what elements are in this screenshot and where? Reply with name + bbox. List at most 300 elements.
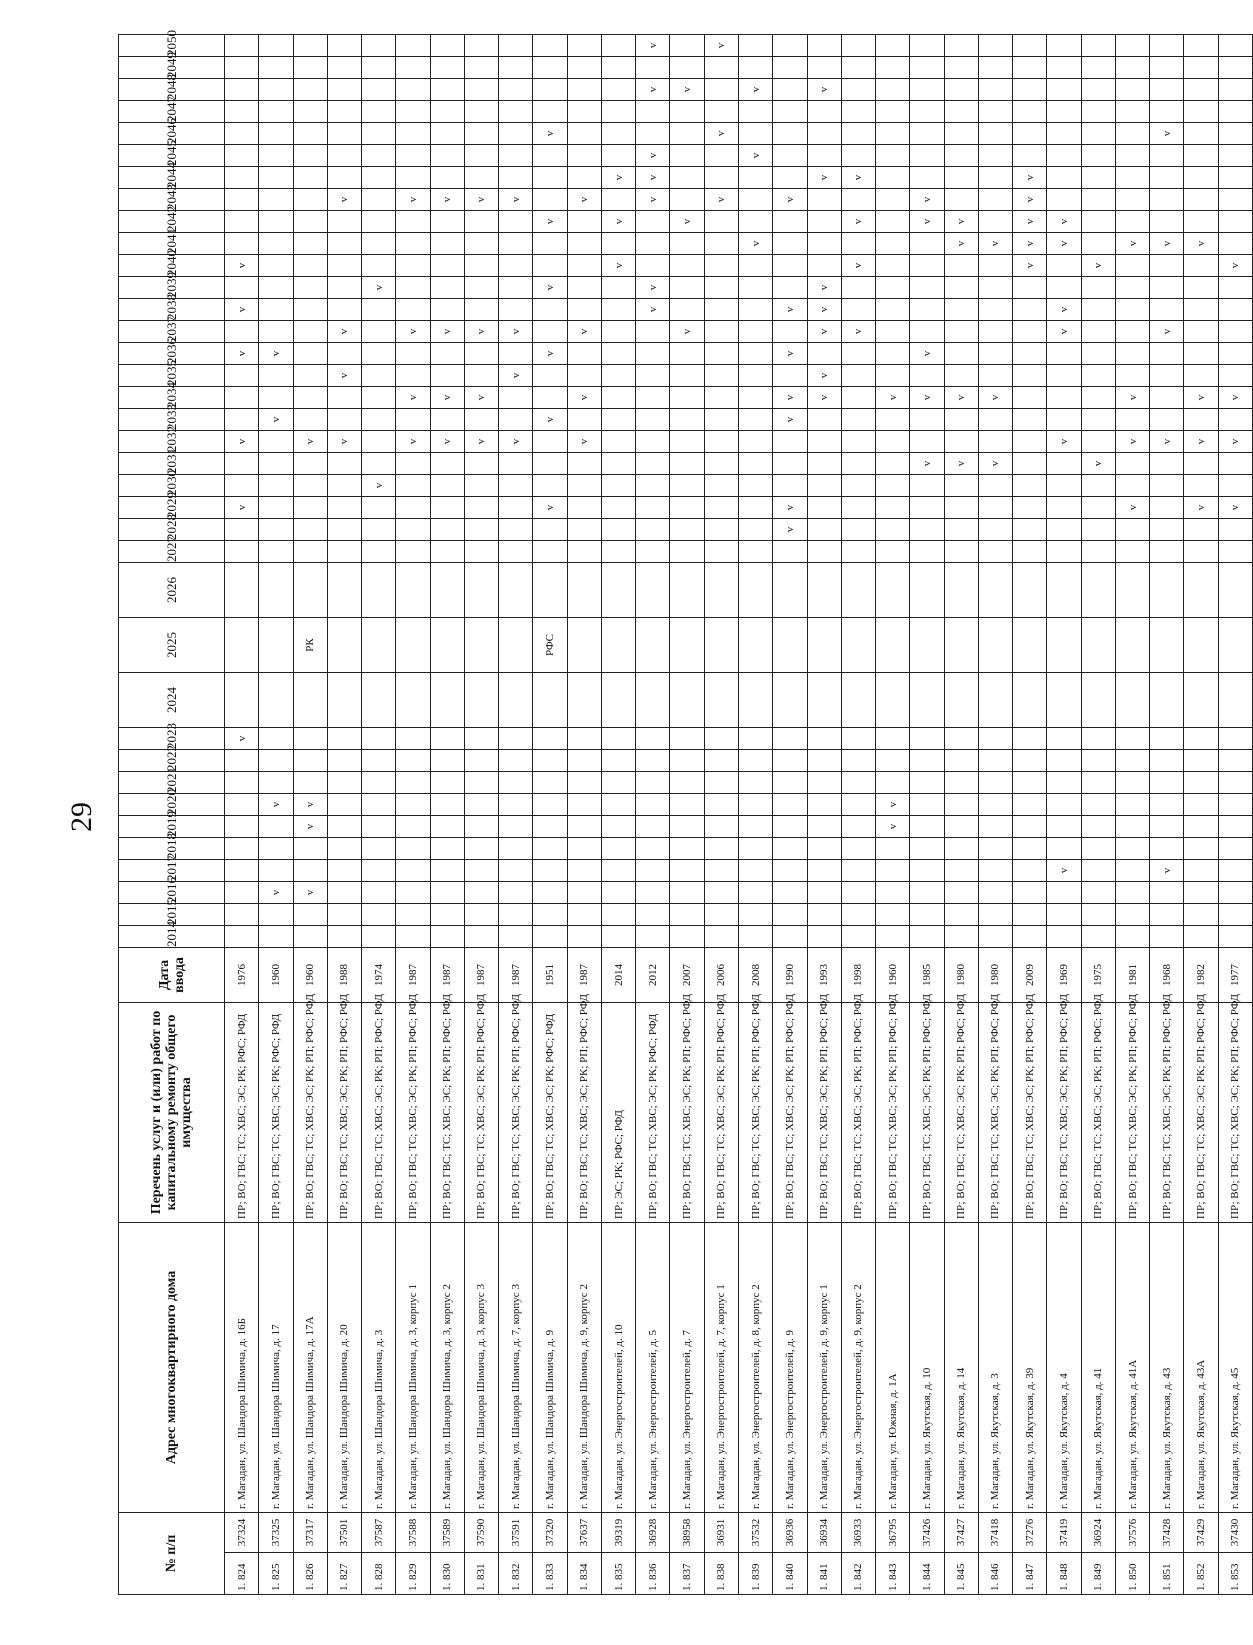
year-mark <box>910 409 944 431</box>
year-mark <box>1218 618 1252 673</box>
year-mark <box>910 365 944 387</box>
year-mark <box>876 35 910 57</box>
year-mark <box>1115 541 1149 563</box>
year-mark <box>636 321 670 343</box>
year-mark <box>1081 321 1115 343</box>
year-mark <box>601 277 635 299</box>
year-mark <box>1150 541 1184 563</box>
year-mark <box>1184 79 1218 101</box>
row-number: 1. 837 <box>670 1553 704 1595</box>
year-mark <box>636 673 670 728</box>
year-mark <box>396 904 430 926</box>
year-mark <box>293 497 327 519</box>
year-mark <box>1150 365 1184 387</box>
services-list: ПР; ВО; ГВС; ТС; ХВС; ЭС; РК; РП; РФС; РФД <box>396 1003 430 1223</box>
year-mark <box>1218 321 1252 343</box>
year-mark <box>499 497 533 519</box>
year-mark <box>944 772 978 794</box>
year-mark <box>738 35 772 57</box>
year-mark <box>601 860 635 882</box>
year-mark <box>1081 816 1115 838</box>
year-mark <box>259 519 293 541</box>
year-mark <box>464 519 498 541</box>
commission-date: 1960 <box>293 948 327 1003</box>
year-mark <box>807 233 841 255</box>
year-mark <box>293 79 327 101</box>
year-mark: v <box>876 387 910 409</box>
year-mark <box>876 211 910 233</box>
year-mark <box>1047 145 1081 167</box>
year-mark <box>1013 79 1047 101</box>
services-list: ПР; ВО; ГВС; ТС; ХВС; ЭС; РК; РП; РФС; РФД <box>807 1003 841 1223</box>
year-mark <box>327 343 361 365</box>
year-mark <box>464 277 498 299</box>
year-mark <box>464 816 498 838</box>
year-mark <box>636 860 670 882</box>
year-mark <box>1115 343 1149 365</box>
year-mark <box>978 838 1012 860</box>
year-mark: v <box>636 79 670 101</box>
year-mark <box>1013 728 1047 750</box>
year-mark <box>636 343 670 365</box>
year-mark: v <box>704 123 738 145</box>
year-mark: v <box>841 167 875 189</box>
year-mark: v <box>807 167 841 189</box>
year-mark <box>978 79 1012 101</box>
year-mark <box>876 904 910 926</box>
row-number: 1. 851 <box>1150 1553 1184 1595</box>
house-address: г. Магадан, ул. Шандора Шимича, д. 3, корпус 1 <box>396 1223 430 1513</box>
year-mark <box>327 299 361 321</box>
year-mark: v <box>430 387 464 409</box>
row-number: 1. 824 <box>225 1553 259 1595</box>
year-mark <box>910 57 944 79</box>
year-mark <box>1047 541 1081 563</box>
year-mark <box>1218 167 1252 189</box>
table-row <box>567 35 601 1595</box>
year-mark <box>464 618 498 673</box>
year-mark <box>567 277 601 299</box>
table-row <box>704 35 738 1595</box>
year-mark <box>807 211 841 233</box>
table-row <box>670 35 704 1595</box>
year-mark <box>327 35 361 57</box>
row-number: 1. 852 <box>1184 1553 1218 1595</box>
year-mark <box>293 233 327 255</box>
year-mark <box>807 794 841 816</box>
year-mark <box>1184 255 1218 277</box>
year-mark <box>533 453 567 475</box>
table-row <box>259 35 293 1595</box>
year-mark <box>259 233 293 255</box>
year-mark <box>499 838 533 860</box>
year-mark <box>533 167 567 189</box>
year-mark <box>636 211 670 233</box>
year-mark <box>978 794 1012 816</box>
year-mark <box>533 772 567 794</box>
year-mark <box>1150 673 1184 728</box>
year-mark <box>1218 838 1252 860</box>
row-number: 1. 833 <box>533 1553 567 1595</box>
year-mark <box>259 57 293 79</box>
year-mark <box>499 882 533 904</box>
year-mark <box>533 57 567 79</box>
year-mark <box>327 387 361 409</box>
year-mark <box>1115 475 1149 497</box>
year-mark <box>1115 882 1149 904</box>
year-mark <box>704 167 738 189</box>
year-mark <box>327 904 361 926</box>
year-mark <box>910 519 944 541</box>
year-mark <box>978 277 1012 299</box>
year-mark <box>1115 904 1149 926</box>
year-mark <box>601 365 635 387</box>
year-mark <box>978 167 1012 189</box>
year-mark <box>533 35 567 57</box>
year-mark <box>293 728 327 750</box>
year-mark <box>362 728 396 750</box>
year-mark: v <box>464 387 498 409</box>
year-mark <box>944 57 978 79</box>
year-mark <box>1218 35 1252 57</box>
year-mark <box>1081 838 1115 860</box>
year-mark <box>293 541 327 563</box>
house-id: 37418 <box>978 1513 1012 1553</box>
table-body <box>225 35 1253 1595</box>
year-mark <box>1013 860 1047 882</box>
year-mark <box>567 926 601 948</box>
year-mark <box>601 750 635 772</box>
year-mark <box>362 838 396 860</box>
year-mark <box>1150 255 1184 277</box>
year-mark <box>327 123 361 145</box>
year-mark: v <box>704 189 738 211</box>
year-mark <box>1013 904 1047 926</box>
year-mark <box>1218 519 1252 541</box>
header-year: 2026 <box>119 563 225 618</box>
year-mark <box>225 365 259 387</box>
year-mark <box>362 343 396 365</box>
year-mark <box>430 772 464 794</box>
year-mark <box>396 618 430 673</box>
year-mark: v <box>1081 453 1115 475</box>
year-mark <box>1218 189 1252 211</box>
year-mark <box>738 794 772 816</box>
year-mark <box>738 277 772 299</box>
year-mark <box>636 387 670 409</box>
year-mark <box>704 475 738 497</box>
year-mark <box>670 882 704 904</box>
year-mark <box>464 145 498 167</box>
year-mark <box>1081 123 1115 145</box>
year-mark <box>636 255 670 277</box>
year-mark <box>601 409 635 431</box>
services-list: ПР; ВО; ГВС; ТС; ХВС; ЭС; РК; РФС; РФД <box>636 1003 670 1223</box>
year-mark <box>1047 904 1081 926</box>
year-mark <box>1150 387 1184 409</box>
year-mark <box>841 904 875 926</box>
house-id: 36928 <box>636 1513 670 1553</box>
year-mark <box>978 750 1012 772</box>
year-mark <box>1218 299 1252 321</box>
year-mark: v <box>225 431 259 453</box>
year-mark <box>1115 794 1149 816</box>
year-mark <box>430 794 464 816</box>
year-mark <box>499 299 533 321</box>
year-mark <box>1081 35 1115 57</box>
year-mark <box>704 904 738 926</box>
year-mark <box>978 882 1012 904</box>
commission-date: 1975 <box>1081 948 1115 1003</box>
year-mark <box>1047 882 1081 904</box>
year-mark <box>1047 673 1081 728</box>
year-mark <box>499 904 533 926</box>
table-row <box>1081 35 1115 1595</box>
year-mark <box>944 431 978 453</box>
year-mark <box>876 101 910 123</box>
header-year: 2027 <box>119 541 225 563</box>
year-mark <box>464 409 498 431</box>
house-address: г. Магадан, ул. Шандора Шимича, д. 9, корпус 2 <box>567 1223 601 1513</box>
year-mark <box>1150 189 1184 211</box>
year-mark <box>704 728 738 750</box>
year-mark <box>738 882 772 904</box>
year-mark <box>807 904 841 926</box>
year-mark <box>1184 299 1218 321</box>
year-mark <box>1184 673 1218 728</box>
year-mark: v <box>1184 431 1218 453</box>
year-mark <box>978 211 1012 233</box>
year-mark <box>1013 519 1047 541</box>
year-mark <box>978 673 1012 728</box>
house-address: г. Магадан, ул. Якутская, д. 4 <box>1047 1223 1081 1513</box>
year-mark <box>1218 365 1252 387</box>
year-mark <box>636 541 670 563</box>
year-mark <box>464 794 498 816</box>
header-year: 2028 <box>119 519 225 541</box>
year-mark <box>225 794 259 816</box>
year-mark <box>1013 299 1047 321</box>
year-mark <box>601 772 635 794</box>
year-mark <box>704 255 738 277</box>
year-mark <box>293 365 327 387</box>
table-row <box>807 35 841 1595</box>
year-mark <box>1047 101 1081 123</box>
services-list: ПР; ВО; ГВС; ТС; ХВС; ЭС; РК; РП; РФС; РФД <box>567 1003 601 1223</box>
year-mark <box>636 431 670 453</box>
services-list: ПР; ВО; ГВС; ТС; ХВС; ЭС; РК; РП; РФС; РФД <box>430 1003 464 1223</box>
row-number: 1. 830 <box>430 1553 464 1595</box>
header-year: 2038 <box>119 299 225 321</box>
year-mark <box>1081 563 1115 618</box>
year-mark <box>567 79 601 101</box>
year-mark <box>636 497 670 519</box>
year-mark <box>1047 838 1081 860</box>
year-mark <box>704 145 738 167</box>
year-mark: v <box>1047 233 1081 255</box>
year-mark <box>807 431 841 453</box>
year-mark <box>978 497 1012 519</box>
year-mark <box>1150 57 1184 79</box>
year-mark <box>259 497 293 519</box>
year-mark: v <box>1013 167 1047 189</box>
house-id: 37576 <box>1115 1513 1149 1553</box>
year-mark <box>1184 409 1218 431</box>
year-mark <box>225 618 259 673</box>
year-mark <box>807 838 841 860</box>
row-number: 1. 848 <box>1047 1553 1081 1595</box>
year-mark <box>1218 453 1252 475</box>
year-mark <box>225 123 259 145</box>
commission-date: 2012 <box>636 948 670 1003</box>
year-mark <box>876 255 910 277</box>
year-mark <box>430 904 464 926</box>
year-mark: v <box>1115 431 1149 453</box>
year-mark: v <box>807 387 841 409</box>
year-mark <box>807 145 841 167</box>
header-year: 2024 <box>119 673 225 728</box>
year-mark <box>1013 563 1047 618</box>
year-mark <box>1081 618 1115 673</box>
year-mark: v <box>910 387 944 409</box>
table-row <box>944 35 978 1595</box>
house-id: 37637 <box>567 1513 601 1553</box>
year-mark <box>807 453 841 475</box>
year-mark <box>1081 101 1115 123</box>
house-id: 37428 <box>1150 1513 1184 1553</box>
house-address: г. Магадан, ул. Энергостроителей, д. 8, корпус 2 <box>738 1223 772 1513</box>
header-year: 2015 <box>119 904 225 926</box>
year-mark <box>841 541 875 563</box>
year-mark <box>670 728 704 750</box>
house-address: г. Магадан, ул. Энергостроителей, д. 7 <box>670 1223 704 1513</box>
year-mark <box>1218 772 1252 794</box>
year-mark <box>1115 926 1149 948</box>
year-mark: v <box>910 189 944 211</box>
house-address: г. Магадан, ул. Шандора Шимича, д. 17 <box>259 1223 293 1513</box>
year-mark <box>670 453 704 475</box>
year-mark <box>704 618 738 673</box>
year-mark <box>259 750 293 772</box>
year-mark <box>704 277 738 299</box>
year-mark <box>259 365 293 387</box>
commission-date: 1987 <box>430 948 464 1003</box>
year-mark <box>1115 145 1149 167</box>
year-mark <box>1081 673 1115 728</box>
year-mark <box>1115 453 1149 475</box>
year-mark <box>533 838 567 860</box>
year-mark <box>464 79 498 101</box>
services-list: ПР; ВО; ГВС; ТС; ХВС; ЭС; РК; РП; РФС; РФД <box>1047 1003 1081 1223</box>
year-mark <box>1081 233 1115 255</box>
year-mark <box>978 728 1012 750</box>
year-mark <box>636 882 670 904</box>
header-year: 2029 <box>119 497 225 519</box>
services-list: ПР; ВО; ГВС; ТС; ХВС; ЭС; РК; РП; РФС; РФД <box>362 1003 396 1223</box>
year-mark <box>910 497 944 519</box>
year-mark <box>910 673 944 728</box>
house-id: 36795 <box>876 1513 910 1553</box>
year-mark <box>327 772 361 794</box>
year-mark <box>259 35 293 57</box>
year-mark: v <box>910 453 944 475</box>
year-mark <box>1115 728 1149 750</box>
year-mark <box>567 838 601 860</box>
year-mark <box>499 35 533 57</box>
year-mark: v <box>533 123 567 145</box>
table-row <box>1218 35 1252 1595</box>
year-mark <box>362 365 396 387</box>
year-mark <box>670 343 704 365</box>
year-mark <box>841 79 875 101</box>
year-mark <box>396 750 430 772</box>
year-mark <box>1013 365 1047 387</box>
year-mark <box>1218 860 1252 882</box>
year-mark: v <box>533 497 567 519</box>
year-mark <box>704 816 738 838</box>
year-mark <box>293 475 327 497</box>
year-mark <box>259 79 293 101</box>
year-mark: v <box>636 299 670 321</box>
year-mark <box>704 299 738 321</box>
house-id: 37426 <box>910 1513 944 1553</box>
year-mark <box>396 673 430 728</box>
year-mark <box>396 145 430 167</box>
year-mark <box>464 299 498 321</box>
year-mark <box>430 365 464 387</box>
year-mark <box>464 475 498 497</box>
year-mark <box>910 794 944 816</box>
year-mark <box>841 233 875 255</box>
year-mark <box>876 475 910 497</box>
year-mark <box>430 343 464 365</box>
year-mark: v <box>1150 321 1184 343</box>
year-mark <box>293 519 327 541</box>
header-year: 2037 <box>119 321 225 343</box>
year-mark <box>841 57 875 79</box>
year-mark <box>362 563 396 618</box>
year-mark <box>601 233 635 255</box>
year-mark <box>1184 816 1218 838</box>
year-mark <box>293 57 327 79</box>
house-address: г. Магадан, ул. Шандора Шимича, д. 20 <box>327 1223 361 1513</box>
year-mark <box>293 772 327 794</box>
year-mark <box>601 299 635 321</box>
year-mark: v <box>1013 233 1047 255</box>
table-row <box>1115 35 1149 1595</box>
year-mark <box>636 904 670 926</box>
year-mark <box>1081 365 1115 387</box>
year-mark: v <box>978 233 1012 255</box>
year-mark <box>738 563 772 618</box>
year-mark <box>1150 563 1184 618</box>
year-mark <box>876 728 910 750</box>
year-mark <box>841 772 875 794</box>
year-mark <box>910 35 944 57</box>
year-mark <box>978 321 1012 343</box>
year-mark <box>533 233 567 255</box>
year-mark <box>464 101 498 123</box>
year-mark: РФС <box>533 618 567 673</box>
house-address: г. Магадан, ул. Шандора Шимича, д. 3, корпус 3 <box>464 1223 498 1513</box>
year-mark <box>430 618 464 673</box>
year-mark <box>1115 816 1149 838</box>
year-mark <box>670 860 704 882</box>
year-mark: v <box>293 882 327 904</box>
header-year: 2025 <box>119 618 225 673</box>
year-mark <box>1218 750 1252 772</box>
year-mark <box>327 816 361 838</box>
